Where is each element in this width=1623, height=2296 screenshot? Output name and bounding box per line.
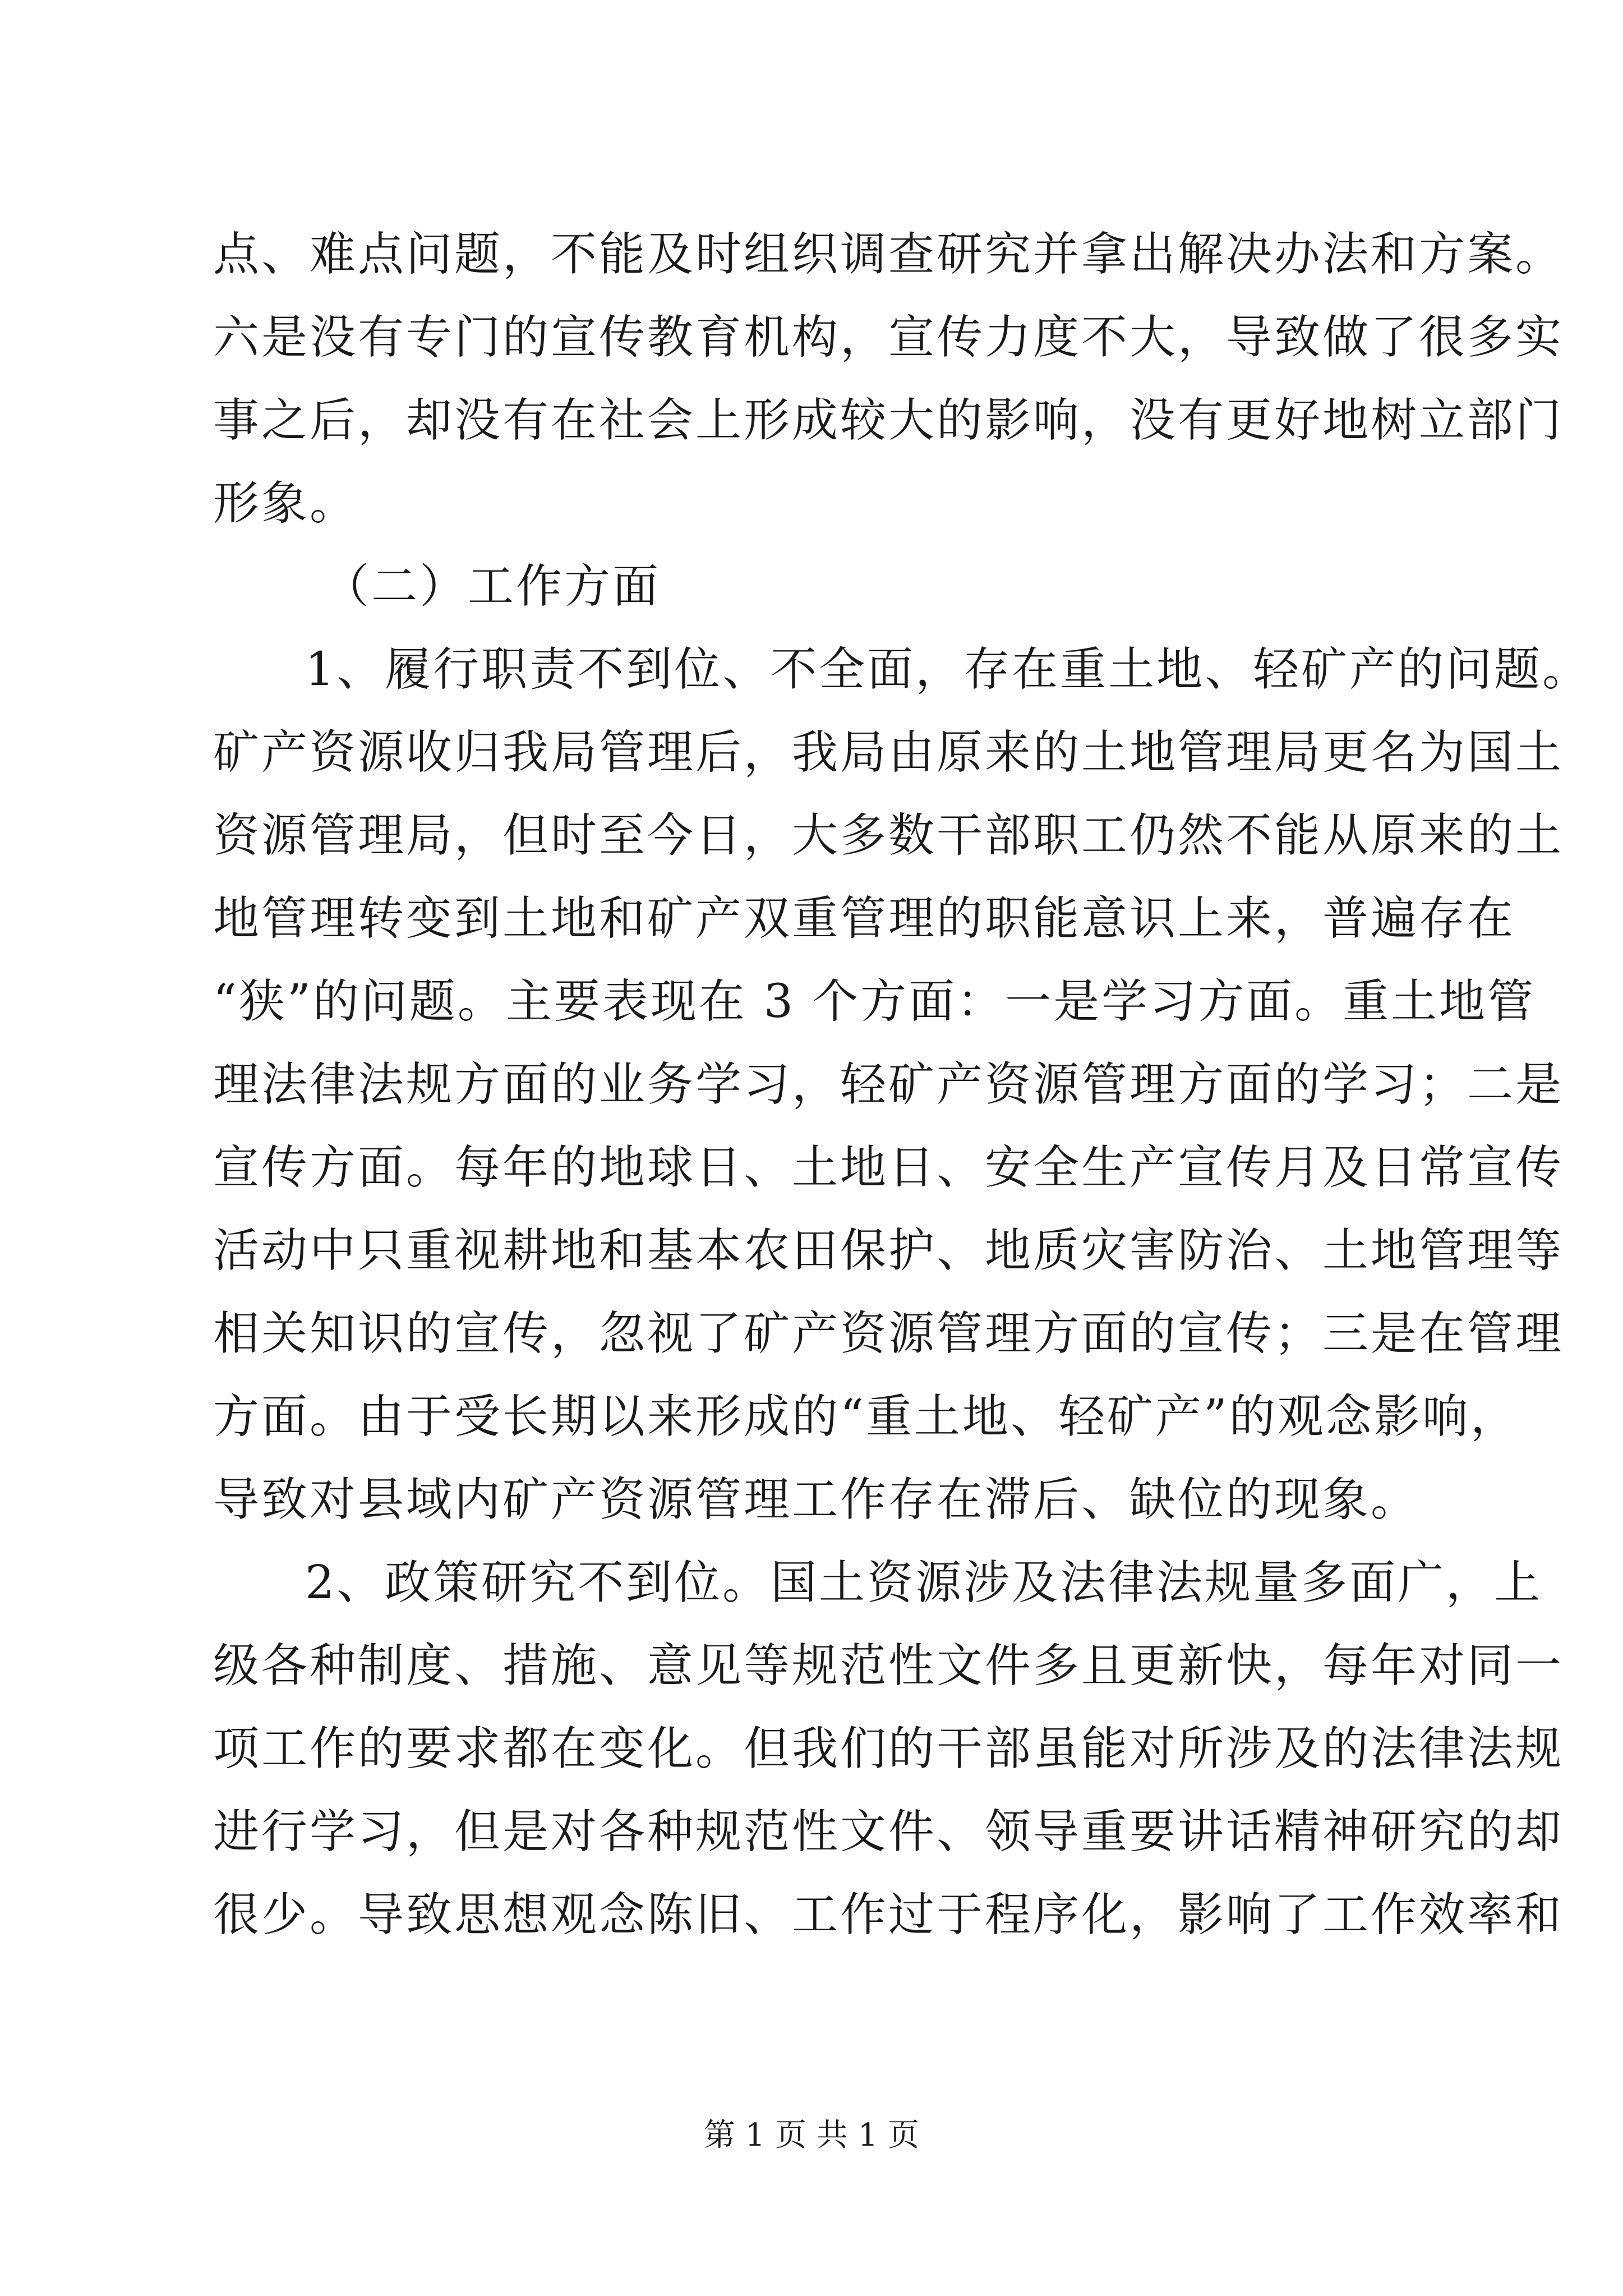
text-line: 宣传方面。每年的地球日、土地日、安全生产宣传月及日常宣传 [213, 1141, 1564, 1194]
text-line: 进行学习，但是对各种规范性文件、领导重要讲话精神研究的却 [213, 1805, 1564, 1858]
text-line: 形象。 [213, 477, 358, 530]
text-line: 级各种制度、措施、意见等规范性文件多且更新快，每年对同一 [213, 1639, 1564, 1692]
text-line: 很少。导致思想观念陈旧、工作过于程序化，影响了工作效率和 [213, 1888, 1564, 1941]
text-line: 活动中只重视耕地和基本农田保护、地质灾害防治、土地管理等 [213, 1224, 1564, 1277]
text-line: 相关知识的宣传，忽视了矿产资源管理方面的宣传；三是在管理 [213, 1307, 1564, 1360]
text-line: 方面。由于受长期以来形成的“重土地、轻矿产”的观念影响， [213, 1390, 1519, 1443]
text-line: 理法律法规方面的业务学习，轻矿产资源管理方面的学习；二是 [213, 1058, 1564, 1111]
body-text [213, 213, 1591, 1957]
text-line: 六是没有专门的宣传教育机构，宣传力度不大，导致做了很多实 [213, 311, 1564, 364]
text-line: 矿产资源收归我局管理后，我局由原来的土地管理局更名为国土 [213, 726, 1564, 779]
text-line: 导致对县域内矿产资源管理工作存在滞后、缺位的现象。 [213, 1473, 1419, 1526]
text-line: 项工作的要求都在变化。但我们的干部虽能对所涉及的法律法规 [213, 1722, 1564, 1775]
text-line: 事之后，却没有在社会上形成较大的影响，没有更好地树立部门 [213, 394, 1564, 447]
text-line: “狭”的问题。主要表现在 3 个方面：一是学习方面。重土地管 [213, 975, 1536, 1028]
page-footer [0, 2116, 1623, 2155]
page-number-label: 第 1 页 共 1 页 [703, 2117, 920, 2154]
text-line: 资源管理局，但时至今日，大多数干部职工仍然不能从原来的土 [213, 809, 1564, 862]
text-line: 点、难点问题，不能及时组织调查研究并拿出解决办法和方案。 [213, 228, 1564, 281]
text-line: 地管理转变到土地和矿产双重管理的职能意识上来，普遍存在 [213, 892, 1516, 945]
section-heading: （二）工作方面 [323, 560, 661, 613]
paragraph-first-line: 2、政策研究不到位。国土资源涉及法律法规量多面广，上 [305, 1556, 1543, 1609]
paragraph-first-line: 1、履行职责不到位、不全面，存在重土地、轻矿产的问题。 [305, 643, 1591, 696]
